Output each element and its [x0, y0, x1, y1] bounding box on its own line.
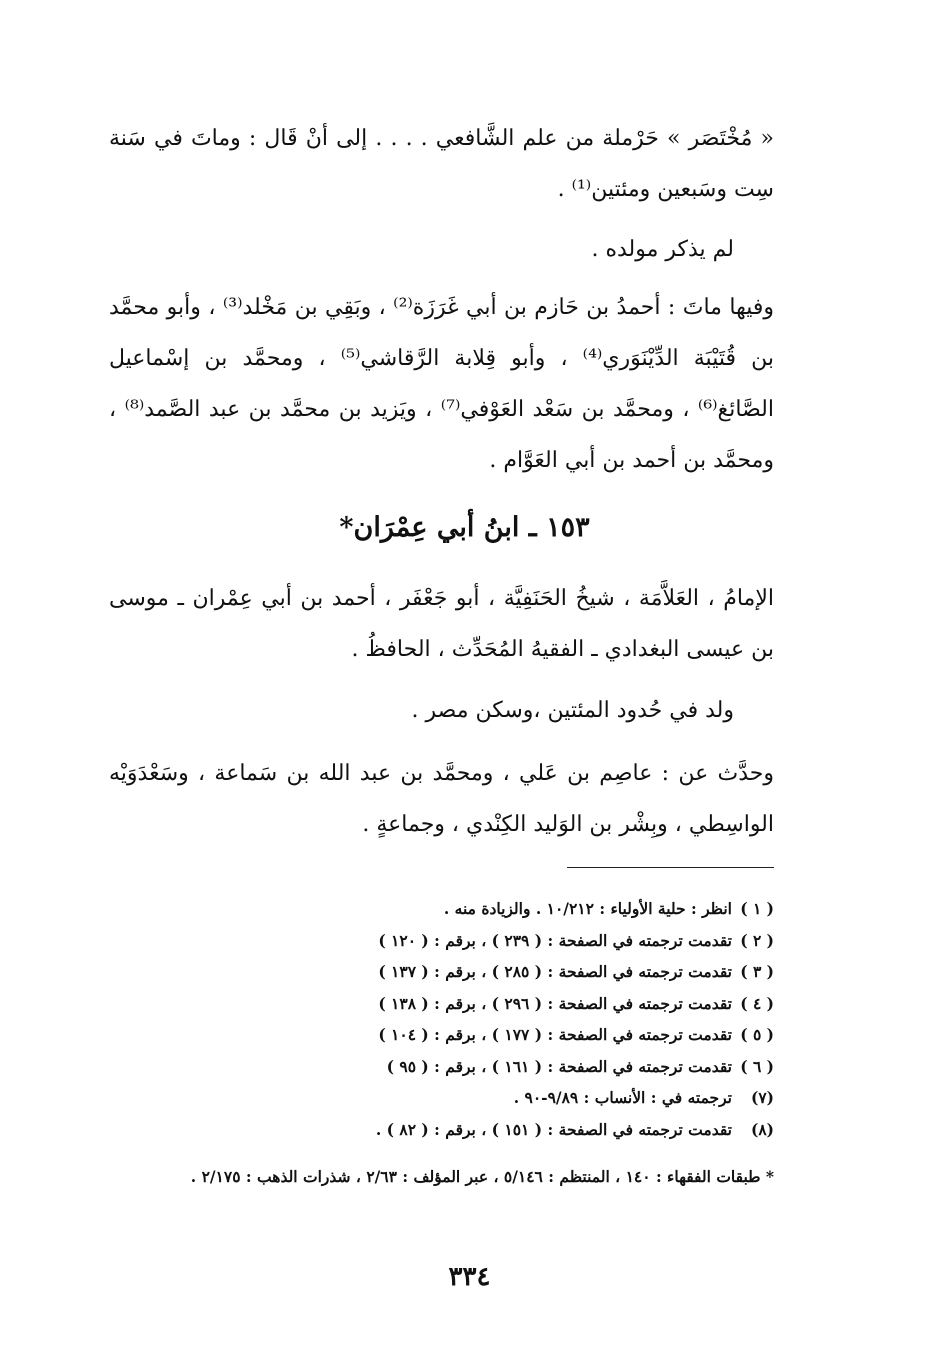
- footnote-text: تقدمت ترجمته في الصفحة : ( ١٦١ ) ، برقم : ( ٩٥ ): [386, 1056, 732, 1076]
- footnotes-list: [214, 893, 774, 1145]
- footnote-text: تقدمت ترجمته في الصفحة : ( ٢٩٦ ) ، برقم : ( ١٣٨ ): [378, 993, 732, 1013]
- footnote-marker: ( ٤ ): [740, 993, 774, 1013]
- footnote: [214, 1082, 774, 1114]
- footnote-text: ترجمته في : الأنساب : ٩/٨٩-٩٠ .: [513, 1088, 732, 1107]
- footnote-marker: ( ١ ): [740, 899, 774, 918]
- footnote-marker: (٨): [750, 1119, 774, 1139]
- footnote: [214, 1019, 774, 1051]
- footnote: [214, 956, 774, 988]
- footnote: [214, 893, 774, 925]
- body-paragraph-1: « مُخْتَصَر » حَرْملة من علم الشَّافعي . . . . إلى أنْ قَال : وماتَ في سَنة سِت وسَبعين ومئتين⁽¹⁾ .: [109, 126, 774, 202]
- footnote-text: تقدمت ترجمته في الصفحة : ( ١٥١ ) ، برقم : ( ٨٢ ) .: [375, 1119, 732, 1139]
- footnote-marker: ( ٦ ): [740, 1056, 774, 1076]
- footnote-marker: (٧): [750, 1088, 774, 1107]
- entry-heading: ١٥٣ ـ ابنُ أبي عِمْرَان*: [339, 512, 590, 543]
- footnote-marker: ( ٥ ): [740, 1025, 774, 1044]
- footnote: [214, 1051, 774, 1083]
- body-paragraph-3: وفيها ماتَ : أحمدُ بن حَازم بن أبي غَرَزَة⁽²⁾ ، وبَقِي بن مَخْلد⁽³⁾ ، وأبو محمَّد بن قُتَيْبَة الدِّيْنَوَري⁽⁴⁾ ، وأبو قِلابة الرَّقاشي⁽⁵⁾ ، ومحمَّد بن إسْماعيل الصَّائغ⁽⁶⁾ ، ومحمَّد بن سَعْد العَوْفي⁽⁷⁾ ، ويَزيد بن محمَّد بن عبد الصَّمد⁽⁸⁾ ، ومحمَّد بن أحمد بن أبي العَوَّام .: [109, 295, 775, 473]
- footnote-text: انظر : حلية الأولياء : ١٠/٢١٢ . والزيادة منه .: [443, 899, 732, 918]
- entry-paragraph-2: ولد في حُدود المئتين ،وسكن مصر .: [411, 698, 734, 723]
- footnote: [214, 988, 774, 1020]
- footnote: [214, 925, 774, 957]
- footnote-divider: [567, 867, 774, 868]
- footnote-text: تقدمت ترجمته في الصفحة : ( ١٧٧ ) ، برقم : ( ١٠٤ ): [378, 1025, 732, 1044]
- page-number: ٣٣٤: [448, 1262, 491, 1292]
- entry-paragraph-3: وحدَّث عن : عاصِم بن عَلي ، ومحمَّد بن عبد الله بن سَماعة ، وسَعْدَوَيْه الواسِطي ، وبِشْر بن الوَليد الكِنْدي ، وجماعةٍ .: [109, 761, 774, 837]
- footnote-marker: ( ٢ ): [740, 930, 774, 950]
- sources-note: * طبقات الفقهاء : ١٤٠ ، المنتظم : ٥/١٤٦ ، عبر المؤلف : ٢/٦٣ ، شذرات الذهب : ٢/١٧٥ .: [190, 1167, 774, 1186]
- footnote: [214, 1114, 774, 1146]
- entry-paragraph-1: الإمامُ ، العَلاَّمَة ، شيخُ الحَنَفِيَّة ، أبو جَعْفَر ، أحمد بن أبي عِمْران ـ موسى بن عيسى البغدادي ـ الفقيهُ المُحَدِّث ، الحافظُ .: [109, 586, 774, 662]
- footnote-marker: ( ٣ ): [740, 962, 774, 981]
- footnote-text: تقدمت ترجمته في الصفحة : ( ٢٨٥ ) ، برقم : ( ١٣٧ ): [378, 962, 732, 981]
- footnote-text: تقدمت ترجمته في الصفحة : ( ٢٣٩ ) ، برقم : ( ١٢٠ ): [378, 930, 732, 950]
- body-paragraph-2: لم يذكر مولده .: [591, 237, 734, 262]
